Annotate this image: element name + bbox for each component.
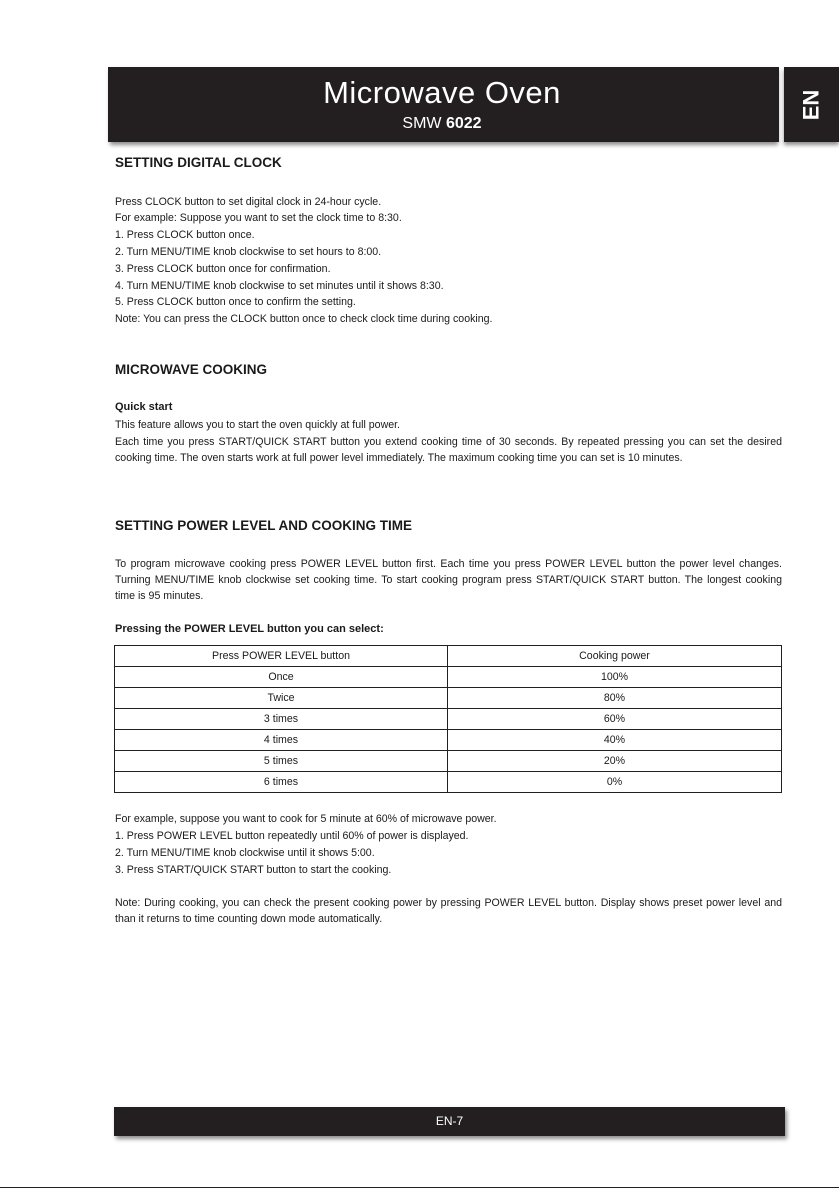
clock-step: 2. Turn MENU/TIME knob clockwise to set hours to 8:00. bbox=[115, 246, 382, 258]
table-header-cell: Cooking power bbox=[448, 646, 782, 667]
clock-line: For example: Suppose you want to set the clock time to 8:30. bbox=[115, 212, 402, 224]
table-header-row bbox=[115, 646, 782, 667]
example-intro: For example, suppose you want to cook for 5 minute at 60% of microwave power. bbox=[115, 813, 497, 825]
clock-step: 3. Press CLOCK button once for confirmation. bbox=[115, 263, 331, 275]
subheading-quick-start: Quick start bbox=[115, 401, 173, 413]
table-cell: 4 times bbox=[115, 730, 448, 751]
example-step: 2. Turn MENU/TIME knob clockwise until it shows 5:00. bbox=[115, 847, 375, 859]
table-row bbox=[115, 688, 782, 709]
table-cell: 60% bbox=[448, 709, 782, 730]
page-edge-line bbox=[0, 1187, 839, 1188]
quick-start-intro: This feature allows you to start the oven quickly at full power. bbox=[115, 419, 400, 431]
clock-step: 4. Turn MENU/TIME knob clockwise to set minutes until it shows 8:30. bbox=[115, 280, 444, 292]
example-step: 3. Press START/QUICK START button to start the cooking. bbox=[115, 864, 392, 876]
table-cell: Twice bbox=[115, 688, 448, 709]
page-footer bbox=[114, 1107, 785, 1136]
table-cell: Once bbox=[115, 667, 448, 688]
power-paragraph: To program microwave cooking press POWER LEVEL button first. Each time you press POWER LEVEL button the power level changes. Turning MENU/TIME knob clockwise set cooking time. To start cooking program press START/QUICK START button. The longest cooking time is 95 minutes. bbox=[115, 558, 782, 602]
table-cell: 20% bbox=[448, 751, 782, 772]
header-divider bbox=[776, 67, 779, 142]
document-title: Microwave Oven bbox=[323, 75, 561, 110]
table-cell: 80% bbox=[448, 688, 782, 709]
section-heading-microwave: MICROWAVE COOKING bbox=[115, 362, 268, 377]
model-code: 6022 bbox=[445, 115, 482, 132]
clock-step: 1. Press CLOCK button once. bbox=[115, 229, 255, 241]
table-row bbox=[115, 730, 782, 751]
table-row bbox=[115, 667, 782, 688]
table-cell: 100% bbox=[448, 667, 782, 688]
quick-start-paragraph: Each time you press START/QUICK START button you extend cooking time of 30 seconds. By repeated pressing you can set the desired cooking time. The oven starts work at full power level immediately. The maximum cooking time you can set is 10 minutes. bbox=[115, 436, 782, 464]
table-cell: 6 times bbox=[115, 772, 448, 793]
language-code: EN bbox=[798, 89, 824, 120]
header-banner bbox=[108, 67, 776, 142]
clock-line: Press CLOCK button to set digital clock in 24-hour cycle. bbox=[115, 196, 382, 208]
example-step: 1. Press POWER LEVEL button repeatedly until 60% of power is displayed. bbox=[115, 830, 469, 842]
table-caption: Pressing the POWER LEVEL button you can select: bbox=[115, 623, 384, 635]
power-note: Note: During cooking, you can check the present cooking power by pressing POWER LEVEL button. Display shows preset power level and than it returns to time counting down mode automatically. bbox=[115, 897, 782, 925]
table-header-cell: Press POWER LEVEL button bbox=[115, 646, 448, 667]
table-row bbox=[115, 709, 782, 730]
clock-step: 5. Press CLOCK button once to confirm the setting. bbox=[115, 296, 356, 308]
table-cell: 5 times bbox=[115, 751, 448, 772]
model-prefix: SMW bbox=[402, 115, 442, 132]
language-tab bbox=[784, 67, 839, 142]
power-level-table bbox=[114, 645, 782, 793]
table-row bbox=[115, 751, 782, 772]
section-heading-power: SETTING POWER LEVEL AND COOKING TIME bbox=[115, 518, 413, 533]
model-number bbox=[108, 115, 776, 133]
table-cell: 40% bbox=[448, 730, 782, 751]
clock-note: Note: You can press the CLOCK button once to check clock time during cooking. bbox=[115, 313, 493, 325]
section-heading-clock: SETTING DIGITAL CLOCK bbox=[115, 155, 282, 170]
table-cell: 0% bbox=[448, 772, 782, 793]
page-number: EN-7 bbox=[435, 1114, 464, 1128]
table-row bbox=[115, 772, 782, 793]
table-cell: 3 times bbox=[115, 709, 448, 730]
